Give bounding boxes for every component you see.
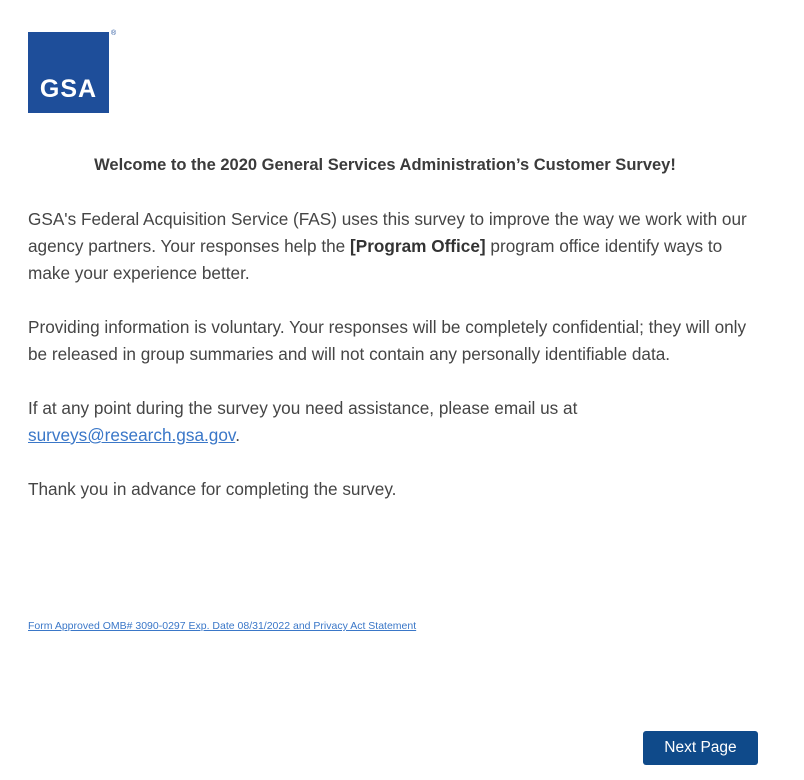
intro-text-part2: program office identify ways to make your experience better.: [28, 236, 723, 283]
omb-privacy-link[interactable]: Form Approved OMB# 3090-0297 Exp. Date 08/31/2022 and Privacy Act Statement: [28, 620, 417, 632]
assistance-text: If at any point during the survey you need assistance, please email us at: [28, 398, 578, 418]
gsa-logo: [28, 32, 109, 113]
support-email-link[interactable]: surveys@research.gsa.gov: [28, 425, 236, 445]
intro-paragraph: [28, 206, 768, 287]
next-page-button[interactable]: Next Page: [643, 731, 758, 765]
intro-text-part1: GSA's Federal Acquisition Service (FAS) uses this survey to improve the way we work with our agency partners. Your responses help the: [28, 209, 747, 256]
thanks-paragraph: Thank you in advance for completing the survey.: [28, 479, 397, 499]
survey-intro-content: [28, 206, 768, 530]
registered-mark: ®: [111, 30, 117, 37]
privacy-paragraph: Providing information is voluntary. Your responses will be completely confidential; they will only be released in group summaries and will not contain any personally identifiable data.: [28, 317, 747, 364]
assistance-paragraph: [28, 395, 768, 449]
gsa-logo-text: GSA: [39, 75, 98, 103]
assistance-period: .: [235, 425, 241, 445]
program-office-label: [Program Office]: [350, 236, 486, 256]
welcome-heading: Welcome to the 2020 General Services Administration’s Customer Survey!: [94, 156, 676, 174]
